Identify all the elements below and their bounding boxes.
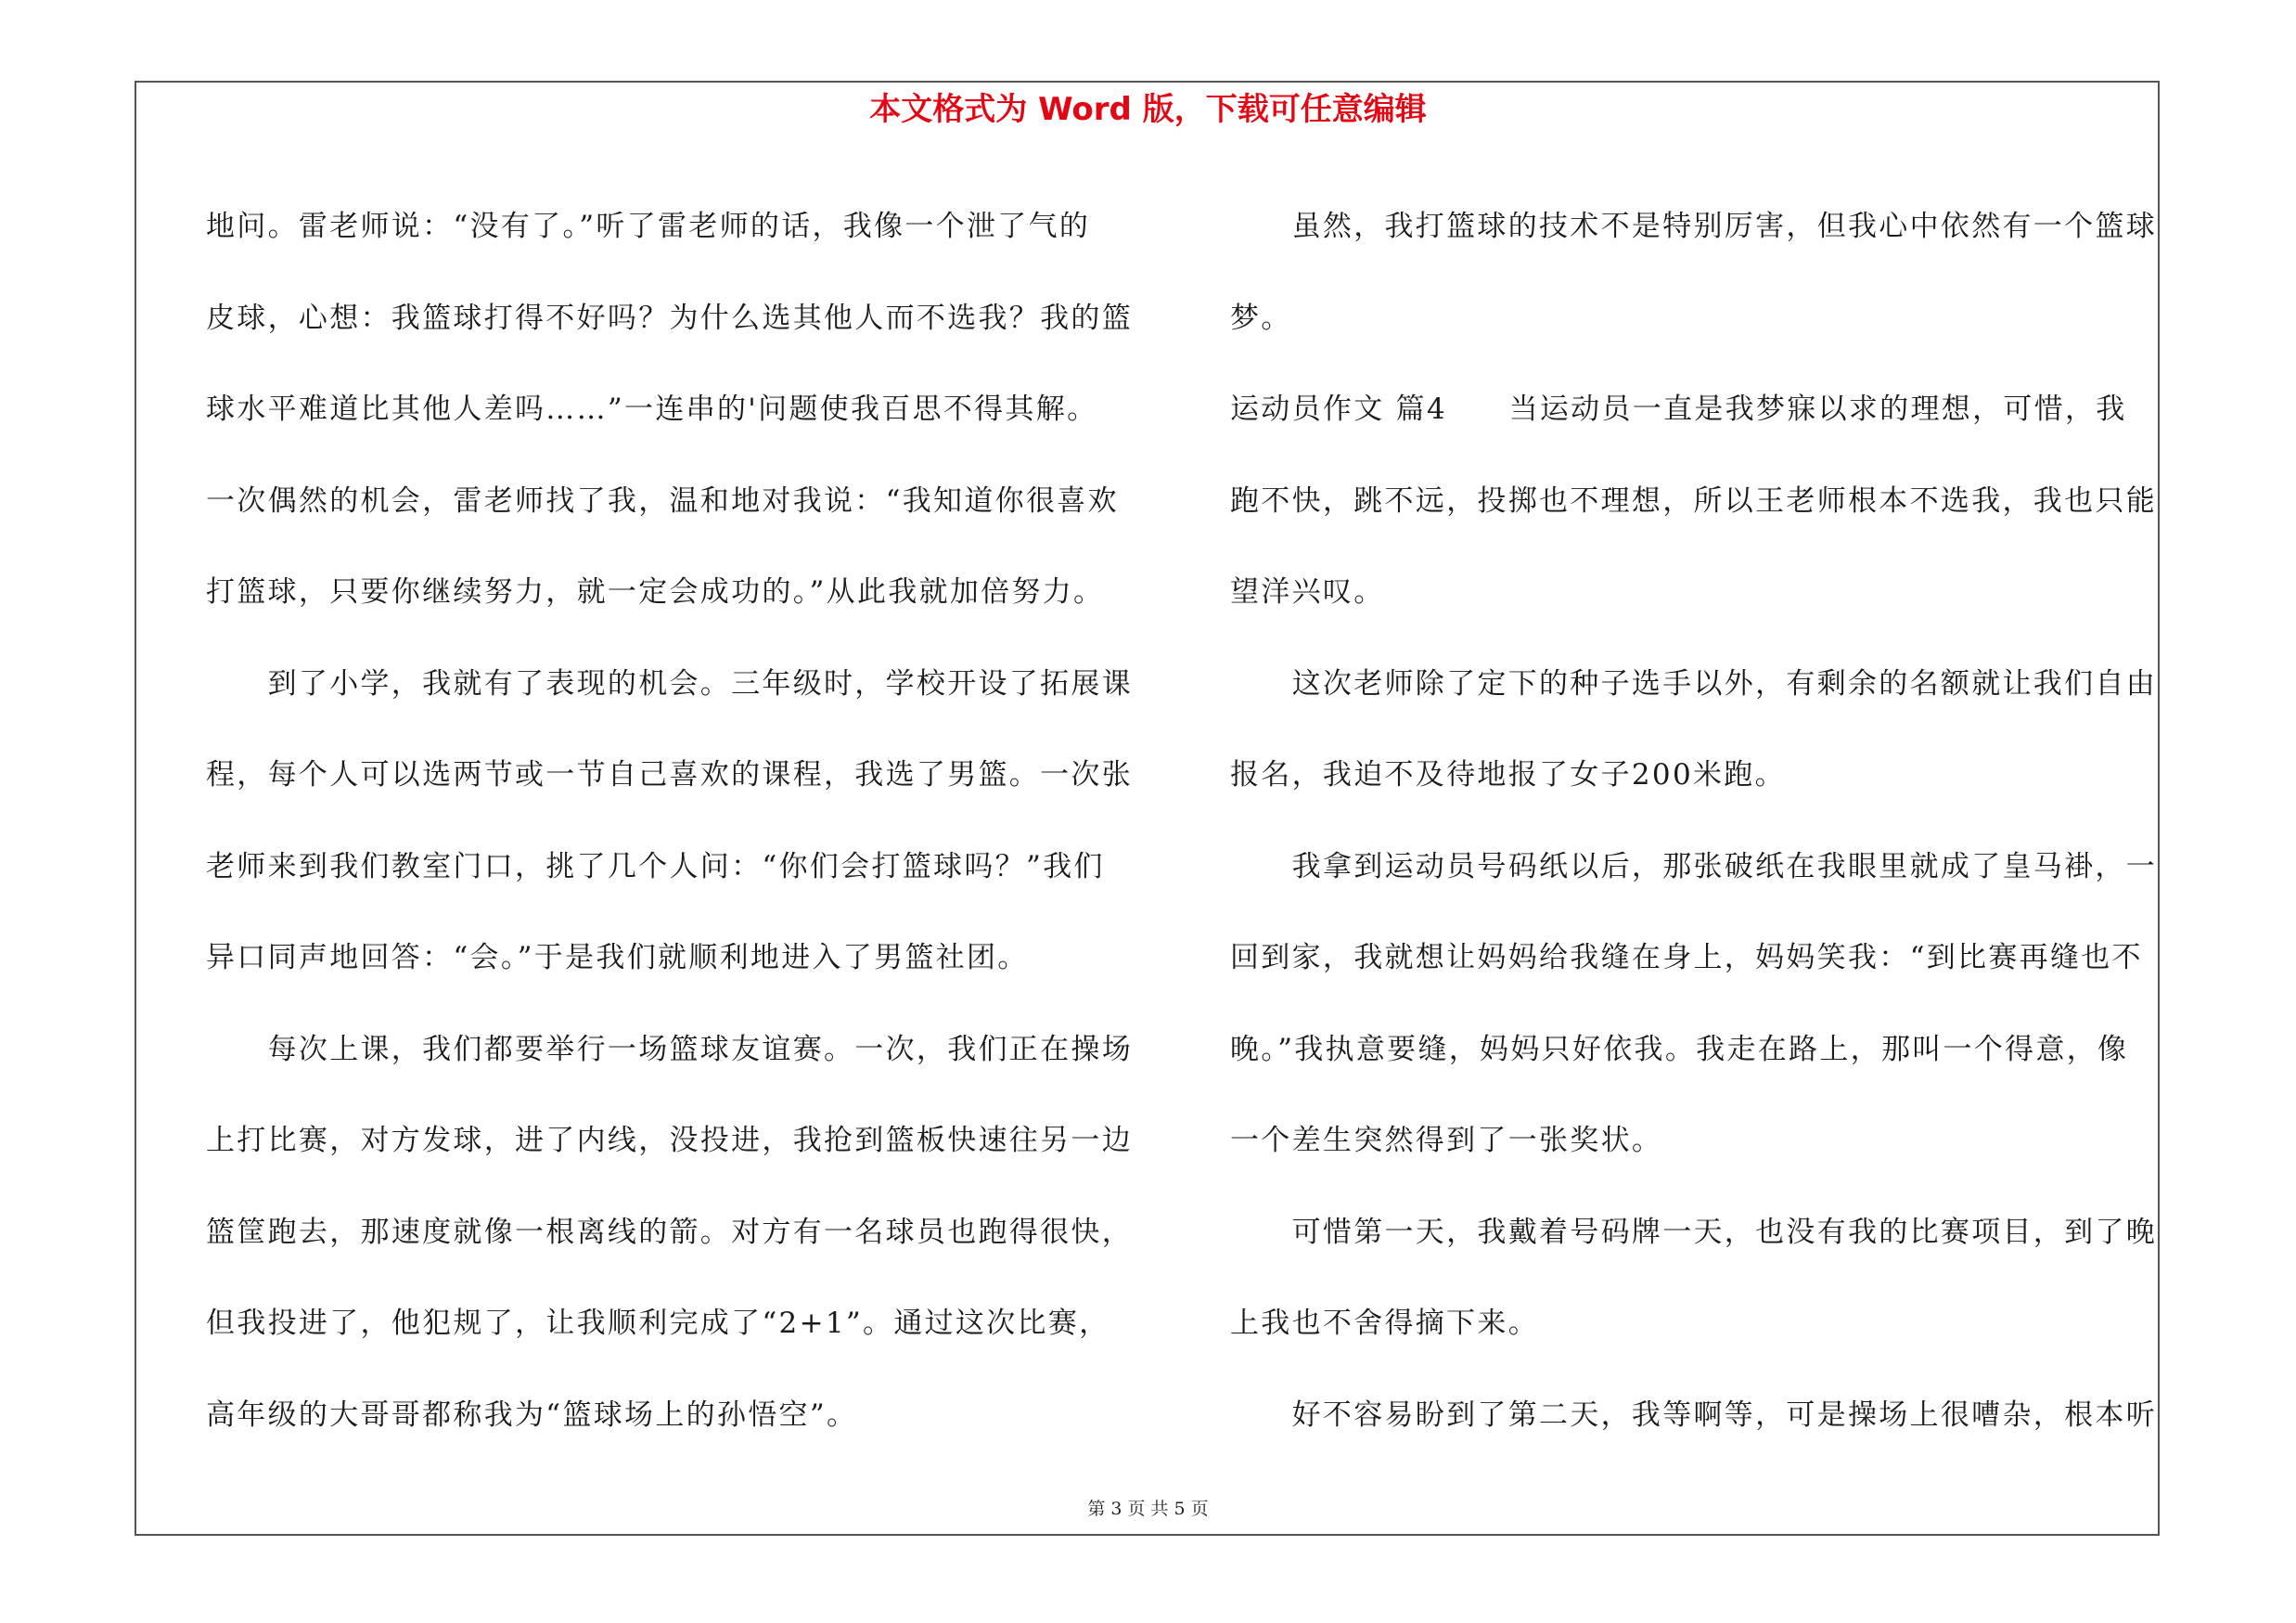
text-line: 可惜第一天，我戴着号码牌一天，也没有我的比赛项目，到了晚 <box>1230 1215 2157 1249</box>
text-line: 篮筐跑去，那速度就像一根离线的箭。对方有一名球员也跑得很快， <box>206 1215 1133 1249</box>
text-line: 上打比赛，对方发球，进了内线，没投进，我抢到篮板快速往另一边 <box>206 1124 1133 1157</box>
text-line: 跑不快，跳不远，投掷也不理想，所以王老师根本不选我，我也只能 <box>1230 483 2157 518</box>
text-line: 这次老师除了定下的种子选手以外，有剩余的名额就让我们自由 <box>1230 666 2157 701</box>
text-line: 回到家，我就想让妈妈给我缝在身上，妈妈笑我：“到比赛再缝也不 <box>1230 941 2143 974</box>
left-text-column <box>206 181 1143 1461</box>
text-line: 好不容易盼到了第二天，我等啊等，可是操场上很嘈杂，根本听 <box>1230 1398 2157 1432</box>
page-indicator: 第 3 页 共 5 页 <box>1087 1499 1209 1519</box>
text-line: 程，每个人可以选两节或一节自己喜欢的课程，我选了男篮。一次张 <box>206 758 1133 792</box>
text-line: 一个差生突然得到了一张奖状。 <box>1230 1124 1663 1157</box>
text-line: 梦。 <box>1230 301 1292 335</box>
word-format-notice: 本文格式为 Word 版，下载可任意编辑 <box>869 91 1427 128</box>
text-line: 异口同声地回答：“会。”于是我们就顺利地进入了男篮社团。 <box>206 941 1029 974</box>
text-line: 一次偶然的机会，雷老师找了我，温和地对我说：“我知道你很喜欢 <box>206 483 1119 518</box>
text-line: 虽然，我打篮球的技术不是特别厉害，但我心中依然有一个篮球 <box>1230 210 2157 243</box>
text-line: 到了小学，我就有了表现的机会。三年级时，学校开设了拓展课 <box>206 666 1133 701</box>
text-line: 老师来到我们教室门口，挑了几个人问：“你们会打篮球吗？”我们 <box>206 849 1105 883</box>
text-line: 皮球，心想：我篮球打得不好吗？为什么选其他人而不选我？我的篮 <box>206 301 1133 335</box>
text-line: 球水平难道比其他人差吗……”一连串的'问题使我百思不得其解。 <box>206 393 1098 426</box>
text-line: 但我投进了，他犯规了，让我顺利完成了“2+1”。通过这次比赛， <box>206 1307 1110 1340</box>
text-line: 打篮球，只要你继续努力，就一定会成功的。”从此我就加倍努力。 <box>206 575 1105 609</box>
right-text-column <box>1230 181 2158 1461</box>
text-line: 高年级的大哥哥都称我为“篮球场上的孙悟空”。 <box>206 1398 858 1432</box>
text-line: 运动员作文 篇4 当运动员一直是我梦寐以求的理想，可惜，我 <box>1230 393 2127 426</box>
text-line: 每次上课，我们都要举行一场篮球友谊赛。一次，我们正在操场 <box>206 1032 1133 1066</box>
text-line: 报名，我迫不及待地报了女子200米跑。 <box>1230 758 1786 792</box>
text-line: 上我也不舍得摘下来。 <box>1230 1307 1539 1340</box>
text-line: 望洋兴叹。 <box>1230 575 1385 609</box>
text-line: 晚。”我执意要缝，妈妈只好依我。我走在路上，那叫一个得意，像 <box>1230 1032 2129 1066</box>
text-line: 我拿到运动员号码纸以后，那张破纸在我眼里就成了皇马褂，一 <box>1230 849 2157 883</box>
text-line: 地问。雷老师说：“没有了。”听了雷老师的话，我像一个泄了气的 <box>206 210 1091 243</box>
